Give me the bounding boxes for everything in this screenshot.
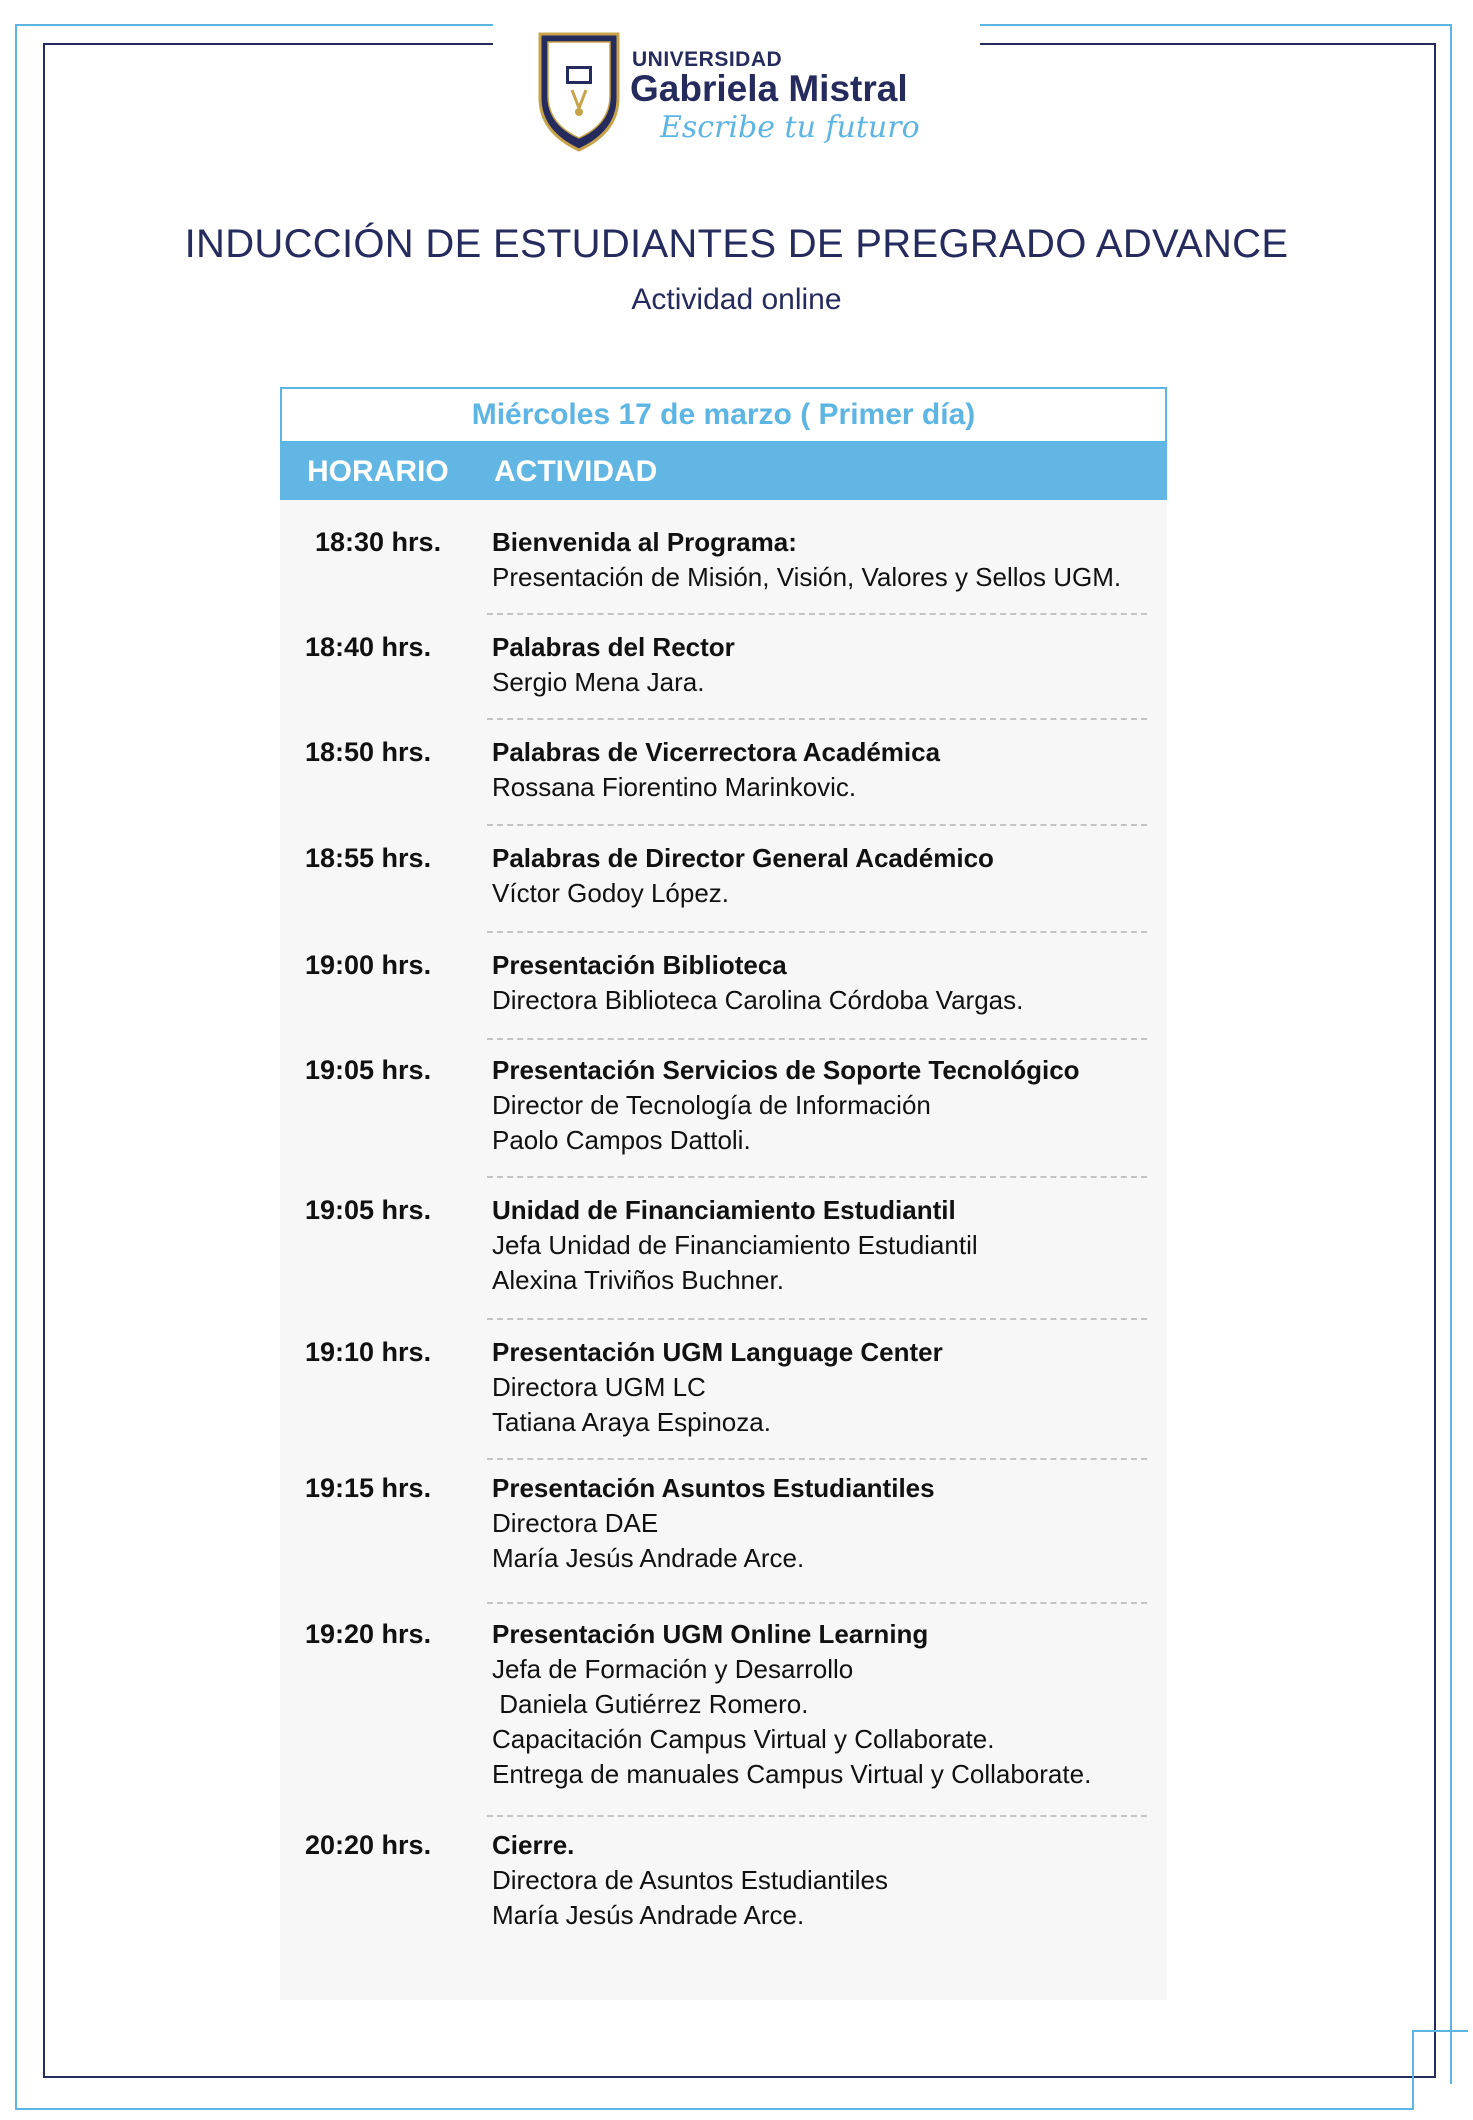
activity-detail: Directora Biblioteca Carolina Córdoba Vargas. xyxy=(492,985,1024,1015)
page-subtitle: Actividad online xyxy=(631,283,842,316)
schedule-day-heading: Miércoles 17 de marzo ( Primer día) xyxy=(280,387,1167,443)
activity-detail: Alexina Triviños Buchner. xyxy=(492,1265,784,1295)
row-time: 18:55 hrs. xyxy=(305,843,432,873)
activity-detail: Sergio Mena Jara. xyxy=(492,667,705,697)
activity-title: Presentación UGM Online Learning xyxy=(492,1619,929,1649)
frame-accent-line xyxy=(15,24,17,2109)
activity-title: Unidad de Financiamiento Estudiantil xyxy=(492,1195,956,1225)
university-logo xyxy=(536,28,956,152)
activity-title: Presentación Servicios de Soporte Tecnológico xyxy=(492,1055,1080,1085)
activity-detail: Jefa de Formación y Desarrollo xyxy=(492,1654,854,1684)
activity-detail: Rossana Fiorentino Marinkovic. xyxy=(492,772,857,802)
activity-title: Palabras de Director General Académico xyxy=(492,843,994,873)
row-activity xyxy=(492,525,1121,595)
brand-subtitle: UNIVERSIDAD xyxy=(632,48,783,71)
row-divider xyxy=(487,931,1147,933)
frame-accent-line xyxy=(1450,24,1452,2084)
row-activity xyxy=(492,1193,978,1298)
row-time: 20:20 hrs. xyxy=(305,1830,432,1860)
activity-detail: Jefa Unidad de Financiamiento Estudiantil xyxy=(492,1230,978,1260)
row-activity xyxy=(492,1828,888,1933)
row-time: 19:10 hrs. xyxy=(305,1337,432,1367)
row-time: 18:50 hrs. xyxy=(305,737,432,767)
row-activity xyxy=(492,948,1023,1018)
row-divider xyxy=(487,1458,1147,1460)
activity-title: Palabras de Vicerrectora Académica xyxy=(492,737,941,767)
activity-detail: Paolo Campos Dattoli. xyxy=(492,1125,751,1155)
activity-title: Presentación Asuntos Estudiantiles xyxy=(492,1473,935,1503)
frame-accent-line xyxy=(15,2108,1412,2110)
activity-detail: María Jesús Andrade Arce. xyxy=(492,1900,805,1930)
page-title: INDUCCIÓN DE ESTUDIANTES DE PREGRADO ADVANCE xyxy=(184,222,1289,266)
row-activity xyxy=(492,841,994,911)
activity-title: Palabras del Rector xyxy=(492,632,735,662)
row-divider xyxy=(487,824,1147,826)
activity-detail: Directora de Asuntos Estudiantiles xyxy=(492,1865,888,1895)
row-activity xyxy=(492,1471,935,1576)
university-crest-icon xyxy=(536,28,622,152)
row-activity xyxy=(492,1053,1080,1158)
row-time: 19:20 hrs. xyxy=(305,1619,432,1649)
row-time: 19:15 hrs. xyxy=(305,1473,432,1503)
brand-name: Gabriela Mistral xyxy=(630,68,908,109)
activity-detail: Director de Tecnología de Información xyxy=(492,1090,931,1120)
row-divider xyxy=(487,718,1147,720)
row-divider xyxy=(487,613,1147,615)
row-activity xyxy=(492,1335,943,1440)
column-header-activity: ACTIVIDAD xyxy=(494,455,658,488)
row-time: 19:05 hrs. xyxy=(305,1195,432,1225)
schedule-header xyxy=(280,443,1167,500)
brand-slogan: Escribe tu futuro xyxy=(660,110,920,145)
activity-detail: Víctor Godoy López. xyxy=(492,878,730,908)
activity-detail: Entrega de manuales Campus Virtual y Collaborate. xyxy=(492,1759,1092,1789)
row-activity xyxy=(492,735,940,805)
activity-detail: María Jesús Andrade Arce. xyxy=(492,1543,805,1573)
row-divider xyxy=(487,1815,1147,1817)
activity-title: Bienvenida al Programa: xyxy=(492,527,797,557)
frame-accent-line xyxy=(1412,2030,1468,2032)
row-time: 19:00 hrs. xyxy=(305,950,432,980)
row-activity xyxy=(492,630,735,700)
activity-title: Presentación Biblioteca xyxy=(492,950,787,980)
row-divider xyxy=(487,1038,1147,1040)
activity-detail: Capacitación Campus Virtual y Collaborate. xyxy=(492,1724,995,1754)
frame-accent-line xyxy=(1412,2030,1414,2110)
row-divider xyxy=(487,1176,1147,1178)
column-header-time: HORARIO xyxy=(307,455,449,488)
row-divider xyxy=(487,1318,1147,1320)
row-activity xyxy=(492,1617,1091,1792)
frame-accent-line xyxy=(980,24,1450,26)
activity-title: Cierre. xyxy=(492,1830,575,1860)
row-time: 18:40 hrs. xyxy=(305,632,432,662)
frame-accent-line xyxy=(15,24,493,26)
row-time: 19:05 hrs. xyxy=(305,1055,432,1085)
activity-detail: Tatiana Araya Espinoza. xyxy=(492,1407,771,1437)
row-divider xyxy=(487,1602,1147,1604)
activity-detail: Directora UGM LC xyxy=(492,1372,706,1402)
row-time: 18:30 hrs. xyxy=(315,527,442,557)
activity-title: Presentación UGM Language Center xyxy=(492,1337,943,1367)
activity-detail: Directora DAE xyxy=(492,1508,659,1538)
activity-detail: Presentación de Misión, Visión, Valores y Sellos UGM. xyxy=(492,562,1122,592)
activity-detail: Daniela Gutiérrez Romero. xyxy=(492,1689,809,1719)
